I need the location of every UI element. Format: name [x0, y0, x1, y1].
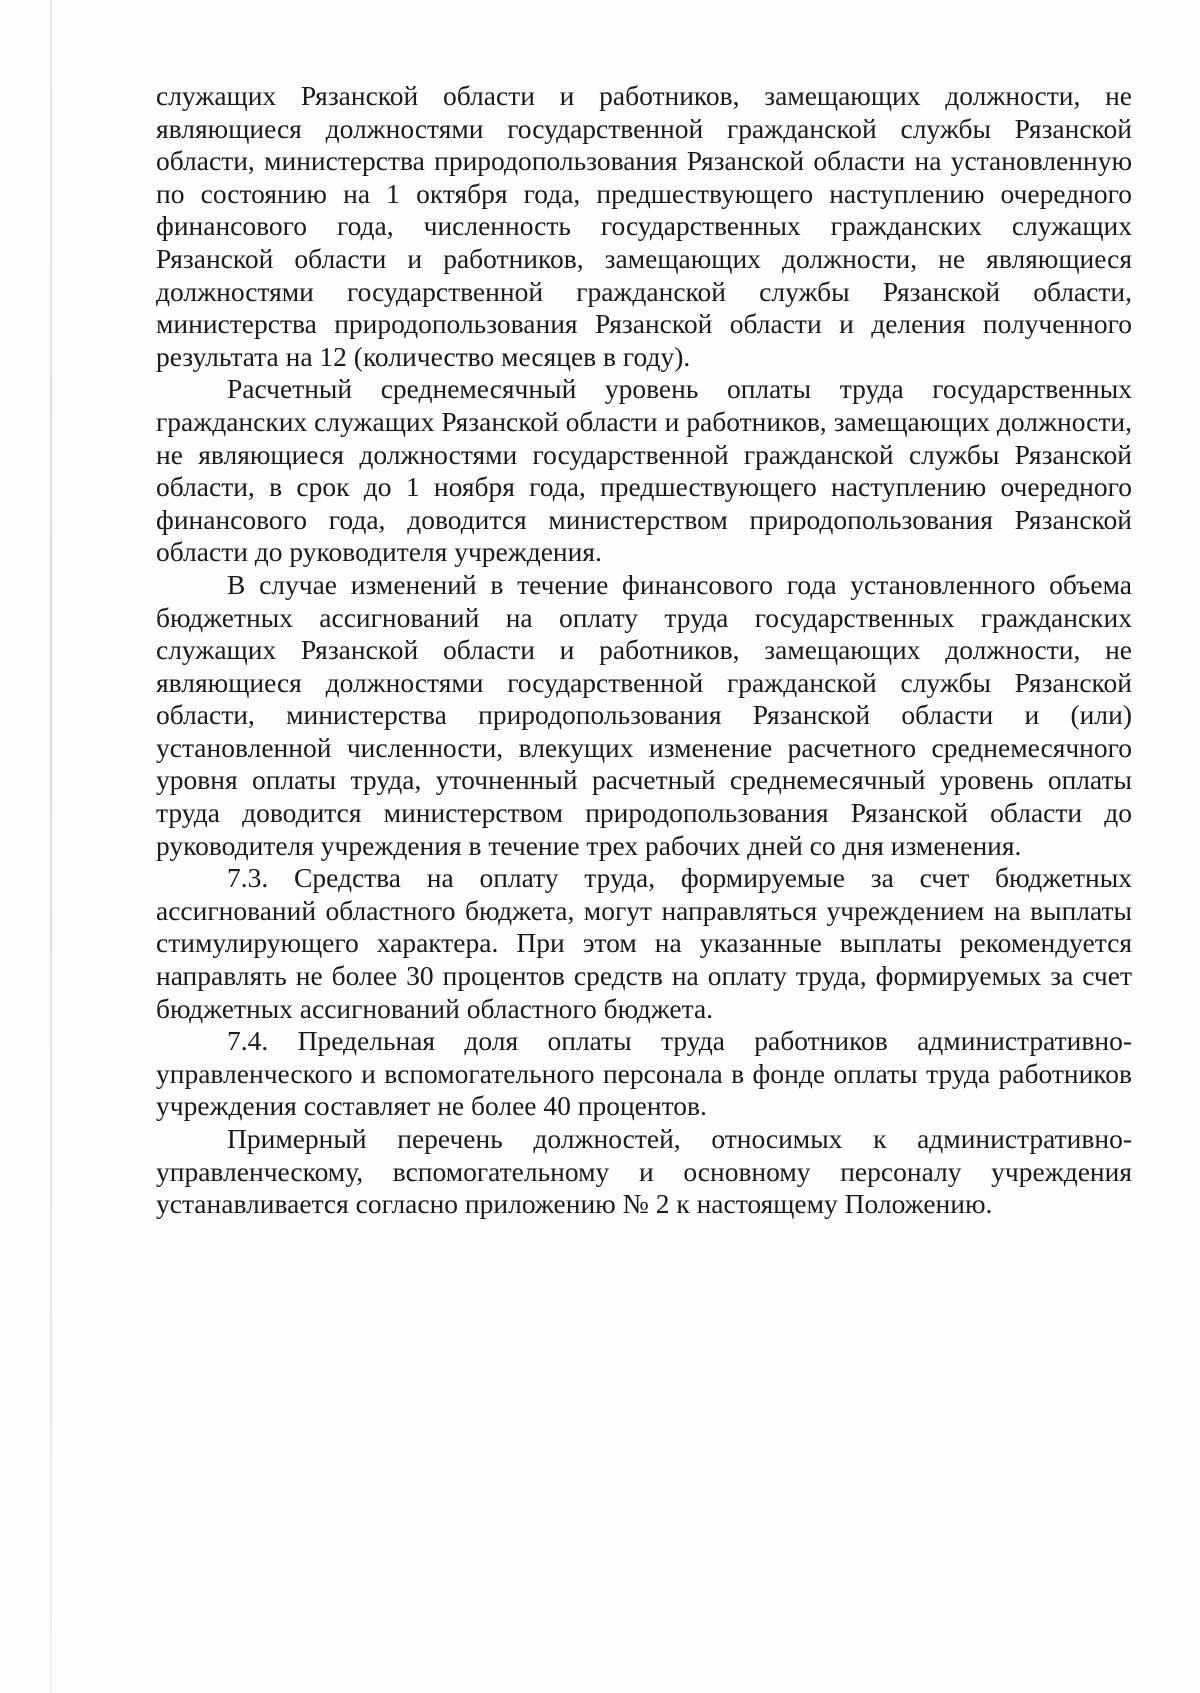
- paragraph-section-7-3: 7.3. Средства на оплату труда, формируемые за счет бюджетных ассигнований областного бюджета, могут направляться учреждением на выплаты стимулирующего характера. При этом на указанные выплаты рекомендуется направлять не более 30 процентов средств на оплату труда, формируемых за счет бюджетных ассигнований областного бюджета.: [156, 862, 1132, 1024]
- paragraph-continuation: служащих Рязанской области и работников, замещающих должности, не являющиеся должностями государственной гражданской службы Рязанской области, министерства природопользования Рязанской области на установленную по состоянию на 1 октября года, предшествующего наступлению очередного финансового года, численность государственных гражданских служащих Рязанской области и работников, замещающих должности, не являющиеся должностями государственной гражданской службы Рязанской области, министерства природопользования Рязанской области и деления полученного результата на 12 (количество месяцев в году).: [156, 80, 1132, 372]
- scan-shadow-line: [50, 0, 52, 1693]
- paragraph-section-7-4: 7.4. Предельная доля оплаты труда работников административно-управленческого и вспомогательного персонала в фонде оплаты труда работников учреждения составляет не более 40 процентов.: [156, 1025, 1132, 1122]
- paragraph-average-salary: Расчетный среднемесячный уровень оплаты труда государственных гражданских служащих Рязанской области и работников, замещающих должности, не являющиеся должностями государственной гражданской службы Рязанской области, в срок до 1 ноября года, предшествующего наступлению очередного финансового года, доводится министерством природопользования Рязанской области до руководителя учреждения.: [156, 373, 1132, 568]
- paragraph-budget-changes: В случае изменений в течение финансового года установленного объема бюджетных ассигнований на оплату труда государственных гражданских служащих Рязанской области и работников, замещающих должности, не являющиеся должностями государственной гражданской службы Рязанской области, министерства природопользования Рязанской области и (или) установленной численности, влекущих изменение расчетного среднемесячного уровня оплаты труда, уточненный расчетный среднемесячный уровень оплаты труда доводится министерством природопользования Рязанской области до руководителя учреждения в течение трех рабочих дней со дня изменения.: [156, 568, 1132, 861]
- paragraph-positions-list: Примерный перечень должностей, относимых к административно-управленческому, вспомогательному и основному персоналу учреждения устанавливается согласно приложению № 2 к настоящему Положению.: [156, 1123, 1132, 1220]
- document-body: [156, 80, 1132, 1221]
